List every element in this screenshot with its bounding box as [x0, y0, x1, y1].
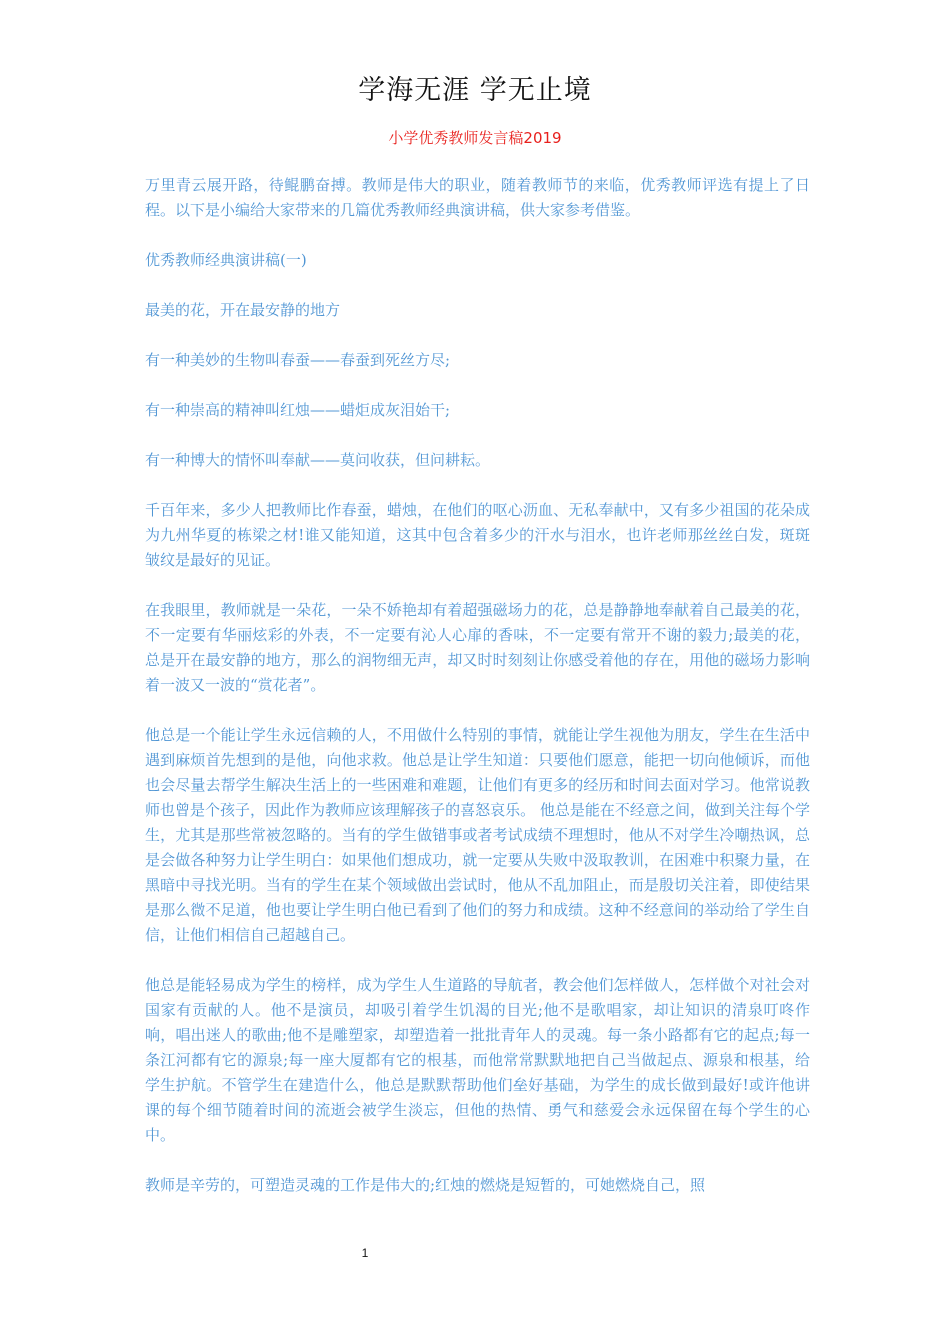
document-subtitle: 小学优秀教师发言稿2019	[388, 129, 562, 147]
speech-title: 最美的花，开在最安静的地方	[145, 301, 341, 319]
page-number: 1	[361, 1246, 369, 1260]
paragraph-intro: 万里青云展开路，待鲲鹏奋搏。教师是伟大的职业，随着教师节的来临，优秀教师评选有提上了日程。以下是小编给大家带来的几篇优秀教师经典演讲稿，供大家参考借鉴。	[145, 176, 810, 219]
paragraph: 他总是能轻易成为学生的榜样，成为学生人生道路的导航者，教会他们怎样做人，怎样做个对社会对国家有贡献的人。他不是演员，却吸引着学生饥渴的目光;他不是歌唱家，却让知识的清泉叮咚作响，唱出迷人的歌曲;他不是雕塑家，却塑造着一批批青年人的灵魂。每一条小路都有它的起点;每一条江河都有它的源泉;每一座大厦都有它的根基，而他常常默默地把自己当做起点、源泉和根基，给学生护航。不管学生在建造什么，他总是默默帮助他们垒好基础，为学生的成长做到最好!或许他讲课的每个细节随着时间的流逝会被学生淡忘，但他的热情、勇气和慈爱会永远保留在每个学生的心中。	[145, 976, 810, 1144]
paragraph: 他总是一个能让学生永远信赖的人，不用做什么特别的事情，就能让学生视他为朋友，学生在生活中遇到麻烦首先想到的是他，向他求救。他总是让学生知道：只要他们愿意，能把一切向他倾诉，而他也会尽量去帮学生解决生活上的一些困难和难题，让他们有更多的经历和时间去面对学习。他常说教师也曾是个孩子，因此作为教师应该理解孩子的喜怒哀乐。 他总是能在不经意之间，做到关注每个学生，尤其是那些常被忽略的。当有的学生做错事或者考试成绩不理想时，他从不对学生冷嘲热讽，总是会做各种努力让学生明白：如果他们想成功，就一定要从失败中汲取教训，在困难中积聚力量，在黑暗中寻找光明。当有的学生在某个领域做出尝试时，他从不乱加阻止，而是殷切关注着，即使结果是那么微不足道，他也要让学生明白他已看到了他们的努力和成绩。这种不经意间的举动给了学生自信，让他们相信自己超越自己。	[145, 726, 810, 944]
paragraph: 有一种博大的情怀叫奉献——莫问收获，但问耕耘。	[145, 451, 491, 469]
paragraph-continued: 教师是辛劳的，可塑造灵魂的工作是伟大的;红烛的燃烧是短暂的，可她燃烧自己，照	[145, 1176, 706, 1194]
paragraph: 有一种崇高的精神叫红烛——蜡炬成灰泪始干;	[145, 401, 451, 419]
document-title: 学海无涯 学无止境	[358, 75, 592, 106]
paragraph: 有一种美妙的生物叫春蚕——春蚕到死丝方尽;	[145, 351, 451, 369]
paragraph: 千百年来，多少人把教师比作春蚕，蜡烛，在他们的呕心沥血、无私奉献中，又有多少祖国的花朵成为九州华夏的栋梁之材!谁又能知道，这其中包含着多少的汗水与泪水，也许老师那丝丝白发，斑斑皱纹是最好的见证。	[145, 501, 810, 569]
section-heading: 优秀教师经典演讲稿(一)	[145, 251, 307, 269]
paragraph: 在我眼里，教师就是一朵花，一朵不娇艳却有着超强磁场力的花，总是静静地奉献着自己最美的花，不一定要有华丽炫彩的外表，不一定要有沁人心扉的香味，不一定要有常开不谢的毅力;最美的花，总是开在最安静的地方，那么的润物细无声，却又时时刻刻让你感受着他的存在，用他的磁场力影响着一波又一波的“赏花者”。	[145, 601, 810, 694]
document-body	[145, 173, 810, 1223]
